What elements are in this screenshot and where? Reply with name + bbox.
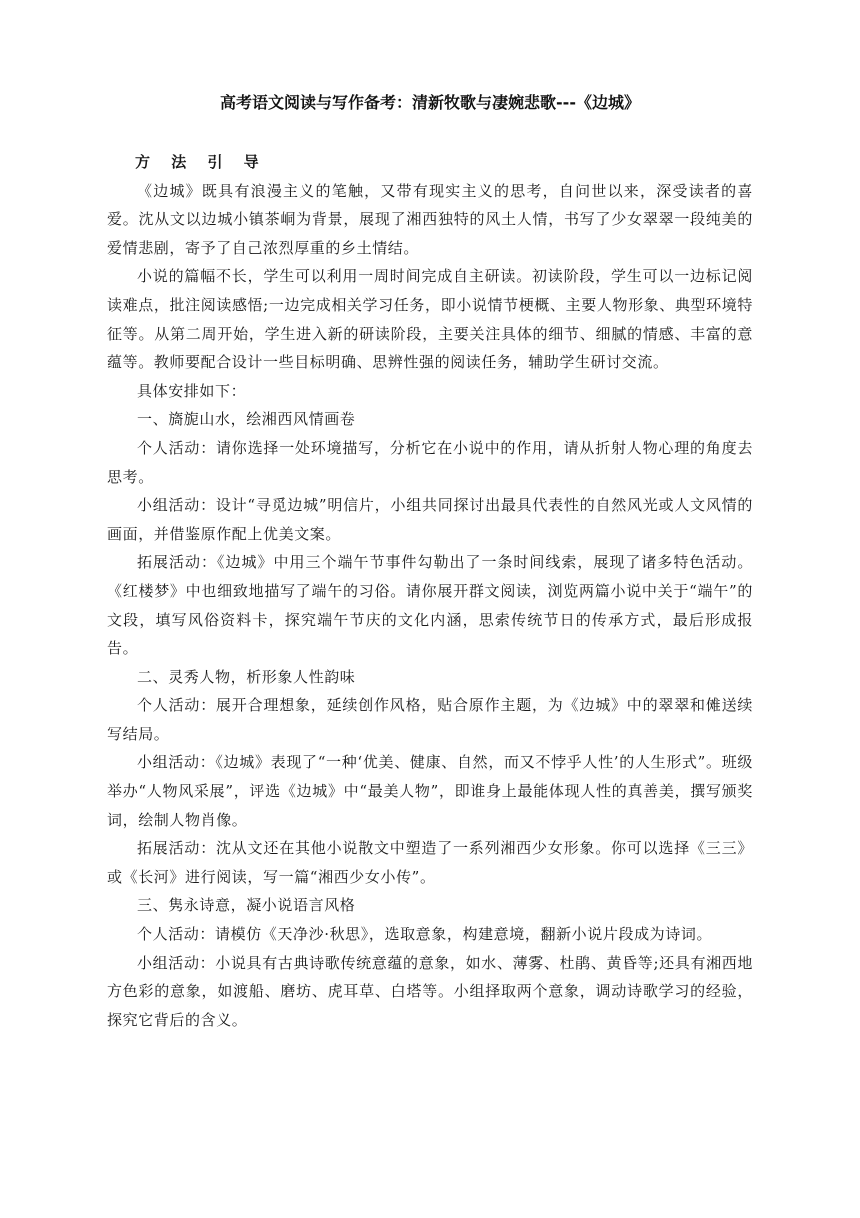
paragraph: 个人活动：展开合理想象，延续创作风格，贴合原作主题，为《边城》中的翠翠和傩送续写结局。 (107, 696, 753, 743)
document-title: 高考语文阅读与写作备考：清新牧歌与凄婉悲歌---《边城》 (220, 93, 640, 112)
paragraph: 小组活动：小说具有古典诗歌传统意蕴的意象，如水、薄雾、杜鹃、黄昏等;还具有湘西地方色彩的意象，如渡船、磨坊、虎耳草、白塔等。小组择取两个意象，调动诗歌学习的经验，探究它背后的含义。 (107, 953, 753, 1029)
paragraph: 小说的篇幅不长，学生可以利用一周时间完成自主研读。初读阶段，学生可以一边标记阅读难点，批注阅读感悟;一边完成相关学习任务，即小说情节梗概、主要人物形象、典型环境特征等。从第二周开始，学生进入新的研读阶段，主要关注具体的细节、细腻的情感、丰富的意蕴等。教师要配合设计一些目标明确、思辨性强的阅读任务，辅助学生研讨交流。 (107, 267, 753, 372)
paragraph: 《边城》既具有浪漫主义的笔触，又带有现实主义的思考，自问世以来，深受读者的喜爱。沈从文以边城小镇茶峒为背景，展现了湘西独特的风土人情，书写了少女翠翠一段纯美的爱情悲剧，寄予了自己浓烈厚重的乡土情结。 (107, 181, 753, 257)
paragraph: 拓展活动：《边城》中用三个端午节事件勾勒出了一条时间线索，展现了诸多特色活动。《红楼梦》中也细致地描写了端午的习俗。请你展开群文阅读，浏览两篇小说中关于“端午”的文段，填写风俗资料卡，探究端午节庆的文化内涵，思索传统节日的传承方式，最后形成报告。 (107, 553, 753, 658)
subsection-heading: 二、灵秀人物，析形象人性韵味 (137, 667, 356, 686)
subsection-heading: 一、旖旎山水，绘湘西风情画卷 (137, 410, 356, 429)
paragraph: 拓展活动：沈从文还在其他小说散文中塑造了一系列湘西少女形象。你可以选择《三三》或《长河》进行阅读，写一篇“湘西少女小传”。 (107, 839, 753, 886)
paragraph: 个人活动：请模仿《天净沙·秋思》，选取意象，构建意境，翻新小说片段成为诗词。 (137, 925, 713, 944)
paragraph: 个人活动：请你选择一处环境描写，分析它在小说中的作用，请从折射人物心理的角度去思考。 (107, 438, 753, 486)
paragraph: 具体安排如下： (137, 381, 247, 400)
paragraph: 小组活动：《边城》表现了“一种‘优美、健康、自然，而又不悖乎人性’的人生形式”。班级举办“人物风采展”，评选《边城》中“最美人物”，即谁身上最能体现人性的真善美，撰写颁奖词，绘制人物肖像。 (107, 753, 753, 829)
section-heading: 方 法 引 导 (135, 153, 267, 171)
document-body (107, 148, 753, 1034)
subsection-heading: 三、隽永诗意，凝小说语言风格 (137, 896, 356, 915)
paragraph: 小组活动：设计“寻觅边城”明信片，小组共同探讨出最具代表性的自然风光或人文风情的画面，并借鉴原作配上优美文案。 (107, 496, 753, 543)
